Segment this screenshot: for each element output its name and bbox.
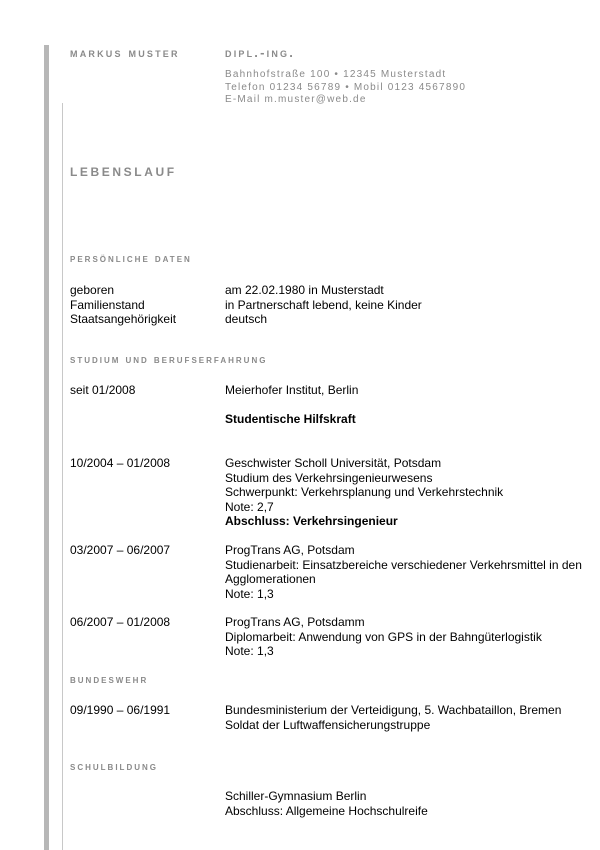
address-line: Bahnhofstraße 100 • 12345 Musterstadt	[225, 69, 447, 80]
entry-organization: Geschwister Scholl Universität, Potsdam	[225, 456, 442, 470]
entry-date: 09/1990 – 06/1991	[70, 703, 171, 717]
personal-value: deutsch	[225, 312, 268, 327]
personal-label: geboren	[70, 283, 115, 297]
section-heading-school: schulbildung	[70, 761, 158, 773]
entry-role: Studentische Hilfskraft	[225, 412, 356, 426]
entry-date: seit 01/2008	[70, 383, 136, 397]
entry-organization: ProgTrans AG, Potsdam	[225, 543, 355, 557]
document-title: lebenslauf	[70, 161, 177, 180]
entry-detail: Studium des Verkehrsingenieurwesens	[225, 470, 433, 485]
school-degree: Abschluss: Allgemeine Hochschulreife	[225, 803, 428, 818]
applicant-name: markus muster	[70, 45, 180, 60]
section-heading-military: bundeswehr	[70, 674, 149, 686]
contact-block	[225, 69, 466, 107]
entry-grade: Note: 1,3	[225, 644, 274, 659]
entry-detail: Studienarbeit: Einsatzbereiche verschiedener Verkehrsmittel in den Agglomerationen	[225, 557, 582, 587]
academic-title: dipl.-ing.	[225, 45, 296, 60]
entry-grade: Note: 2,7	[225, 499, 274, 514]
entry-degree: Abschluss: Verkehrsingenieur	[225, 514, 398, 529]
entry-role: Soldat der Luftwaffensicherungstruppe	[225, 717, 431, 732]
left-thin-rule	[62, 103, 63, 850]
phone-line: Telefon 01234 56789 • Mobil 0123 4567890	[225, 81, 467, 93]
entry-date: 06/2007 – 01/2008	[70, 615, 171, 629]
entry-organization: Bundesministerium der Verteidigung, 5. Wachbataillon, Bremen	[225, 703, 562, 717]
personal-value: am 22.02.1980 in Musterstadt	[225, 283, 384, 297]
entry-organization: Meierhofer Institut, Berlin	[225, 383, 359, 397]
personal-value: in Partnerschaft lebend, keine Kinder	[225, 297, 422, 312]
section-heading-study: studium und berufserfahrung	[70, 354, 268, 366]
entry-detail: Diplomarbeit: Anwendung von GPS in der Bahngüterlogistik	[225, 629, 542, 644]
entry-detail: Schwerpunkt: Verkehrsplanung und Verkehrstechnik	[225, 485, 504, 500]
entry-grade: Note: 1,3	[225, 586, 274, 601]
left-accent-bar	[44, 45, 49, 850]
school-name: Schiller-Gymnasium Berlin	[225, 789, 367, 803]
section-heading-personal: persönliche daten	[70, 253, 192, 265]
entry-date: 10/2004 – 01/2008	[70, 456, 171, 470]
entry-date: 03/2007 – 06/2007	[70, 543, 171, 557]
personal-label: Familienstand	[70, 297, 145, 312]
entry-organization: ProgTrans AG, Potsdamm	[225, 615, 365, 629]
email-line: E-Mail m.muster@web.de	[225, 94, 367, 105]
personal-label: Staatsangehörigkeit	[70, 312, 177, 327]
